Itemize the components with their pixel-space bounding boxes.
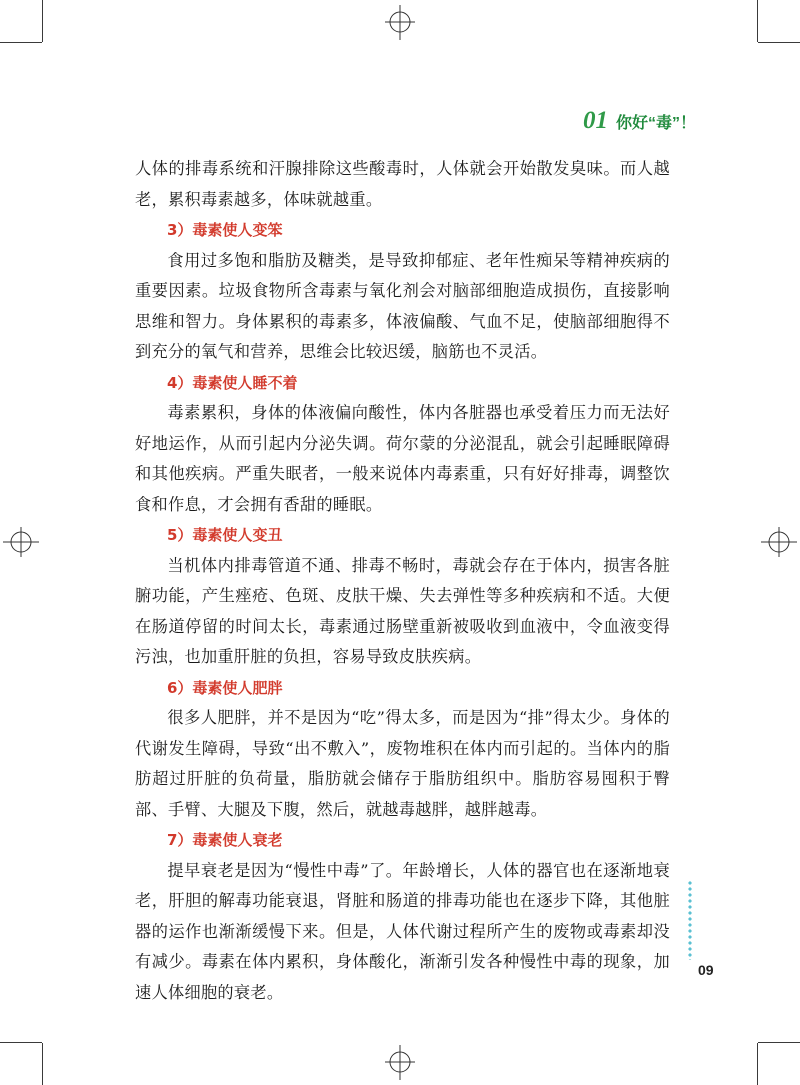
decorative-dot-line: [688, 880, 692, 960]
section-heading: 5）毒素使人变丑: [167, 526, 283, 544]
section-heading: 4）毒素使人睡不着: [167, 373, 298, 392]
section-paragraph: 很多人肥胖，并不是因为“吃”得太多，而是因为“排”得太少。身体的代谢发生障碍，导致“出不敷入”，废物堆积在体内而引起的。当体内的脂肪超过肝脏的负荷量，脂肪就会储存于脂肪组织中。脂肪容易囤积于臀部、手臂、大腿及下腹，然后，就越毒越胖，越胖越毒。: [135, 708, 670, 819]
chapter-number: 01: [582, 107, 608, 134]
registration-mark-right: [761, 527, 797, 557]
article-body: [135, 154, 670, 1008]
crop-mark-br-v: [757, 1043, 758, 1085]
section-heading: 7）毒素使人衰老: [167, 831, 283, 849]
chapter-title: 你好“毒”！: [615, 115, 696, 132]
registration-mark-left: [3, 527, 39, 557]
crop-mark-tr-v: [757, 0, 758, 42]
section-paragraph: 毒素累积，身体的体液偏向酸性，体内各脏器也承受着压力而无法好好地运作，从而引起内分泌失调。荷尔蒙的分泌混乱，就会引起睡眠障碍和其他疾病。严重失眠者，一般来说体内毒素重，只有好好排毒，调整饮食和作息，才会拥有香甜的睡眠。: [135, 403, 670, 514]
intro-paragraph: 人体的排毒系统和汗腺排除这些酸毒时，人体就会开始散发臭味。而人越老，累积毒素越多，体味就越重。: [135, 159, 670, 209]
page-number: 09: [698, 962, 714, 978]
crop-mark-bl-h: [0, 1042, 42, 1043]
crop-mark-tl-h: [0, 42, 42, 43]
crop-mark-tl-v: [42, 0, 43, 42]
section-paragraph: 当机体内排毒管道不通、排毒不畅时，毒就会存在于体内，损害各脏腑功能，产生痤疮、色斑、皮肤干燥、失去弹性等多种疾病和不适。大便在肠道停留的时间太长，毒素通过肠壁重新被吸收到血液中，令血液变得污浊，也加重肝脏的负担，容易导致皮肤疾病。: [135, 555, 670, 666]
crop-mark-br-h: [758, 1042, 800, 1043]
chapter-header: [583, 107, 696, 135]
section-paragraph: 提早衰老是因为“慢性中毒”了。年龄增长，人体的器官也在逐渐地衰老，肝胆的解毒功能衰退，肾脏和肠道的排毒功能也在逐步下降，其他脏器的运作也渐渐缓慢下来。但是，人体代谢过程所产生的废物或毒素却没有减少。毒素在体内累积，身体酸化，渐渐引发各种慢性中毒的现象，加速人体细胞的衰老。: [135, 860, 670, 1002]
crop-mark-bl-v: [42, 1043, 43, 1085]
section-paragraph: 食用过多饱和脂肪及糖类，是导致抑郁症、老年性痴呆等精神疾病的重要因素。垃圾食物所含毒素与氧化剂会对脑部细胞造成损伤，直接影响思维和智力。身体累积的毒素多，体液偏酸、气血不足，使脑部细胞得不到充分的氧气和营养，思维会比较迟缓，脑筋也不灵活。: [135, 250, 670, 361]
registration-mark-bottom: [385, 1045, 415, 1080]
section-heading: 6）毒素使人肥胖: [167, 678, 283, 697]
crop-mark-tr-h: [758, 42, 800, 43]
section-heading: 3）毒素使人变笨: [167, 221, 283, 239]
registration-mark-top: [385, 5, 415, 40]
